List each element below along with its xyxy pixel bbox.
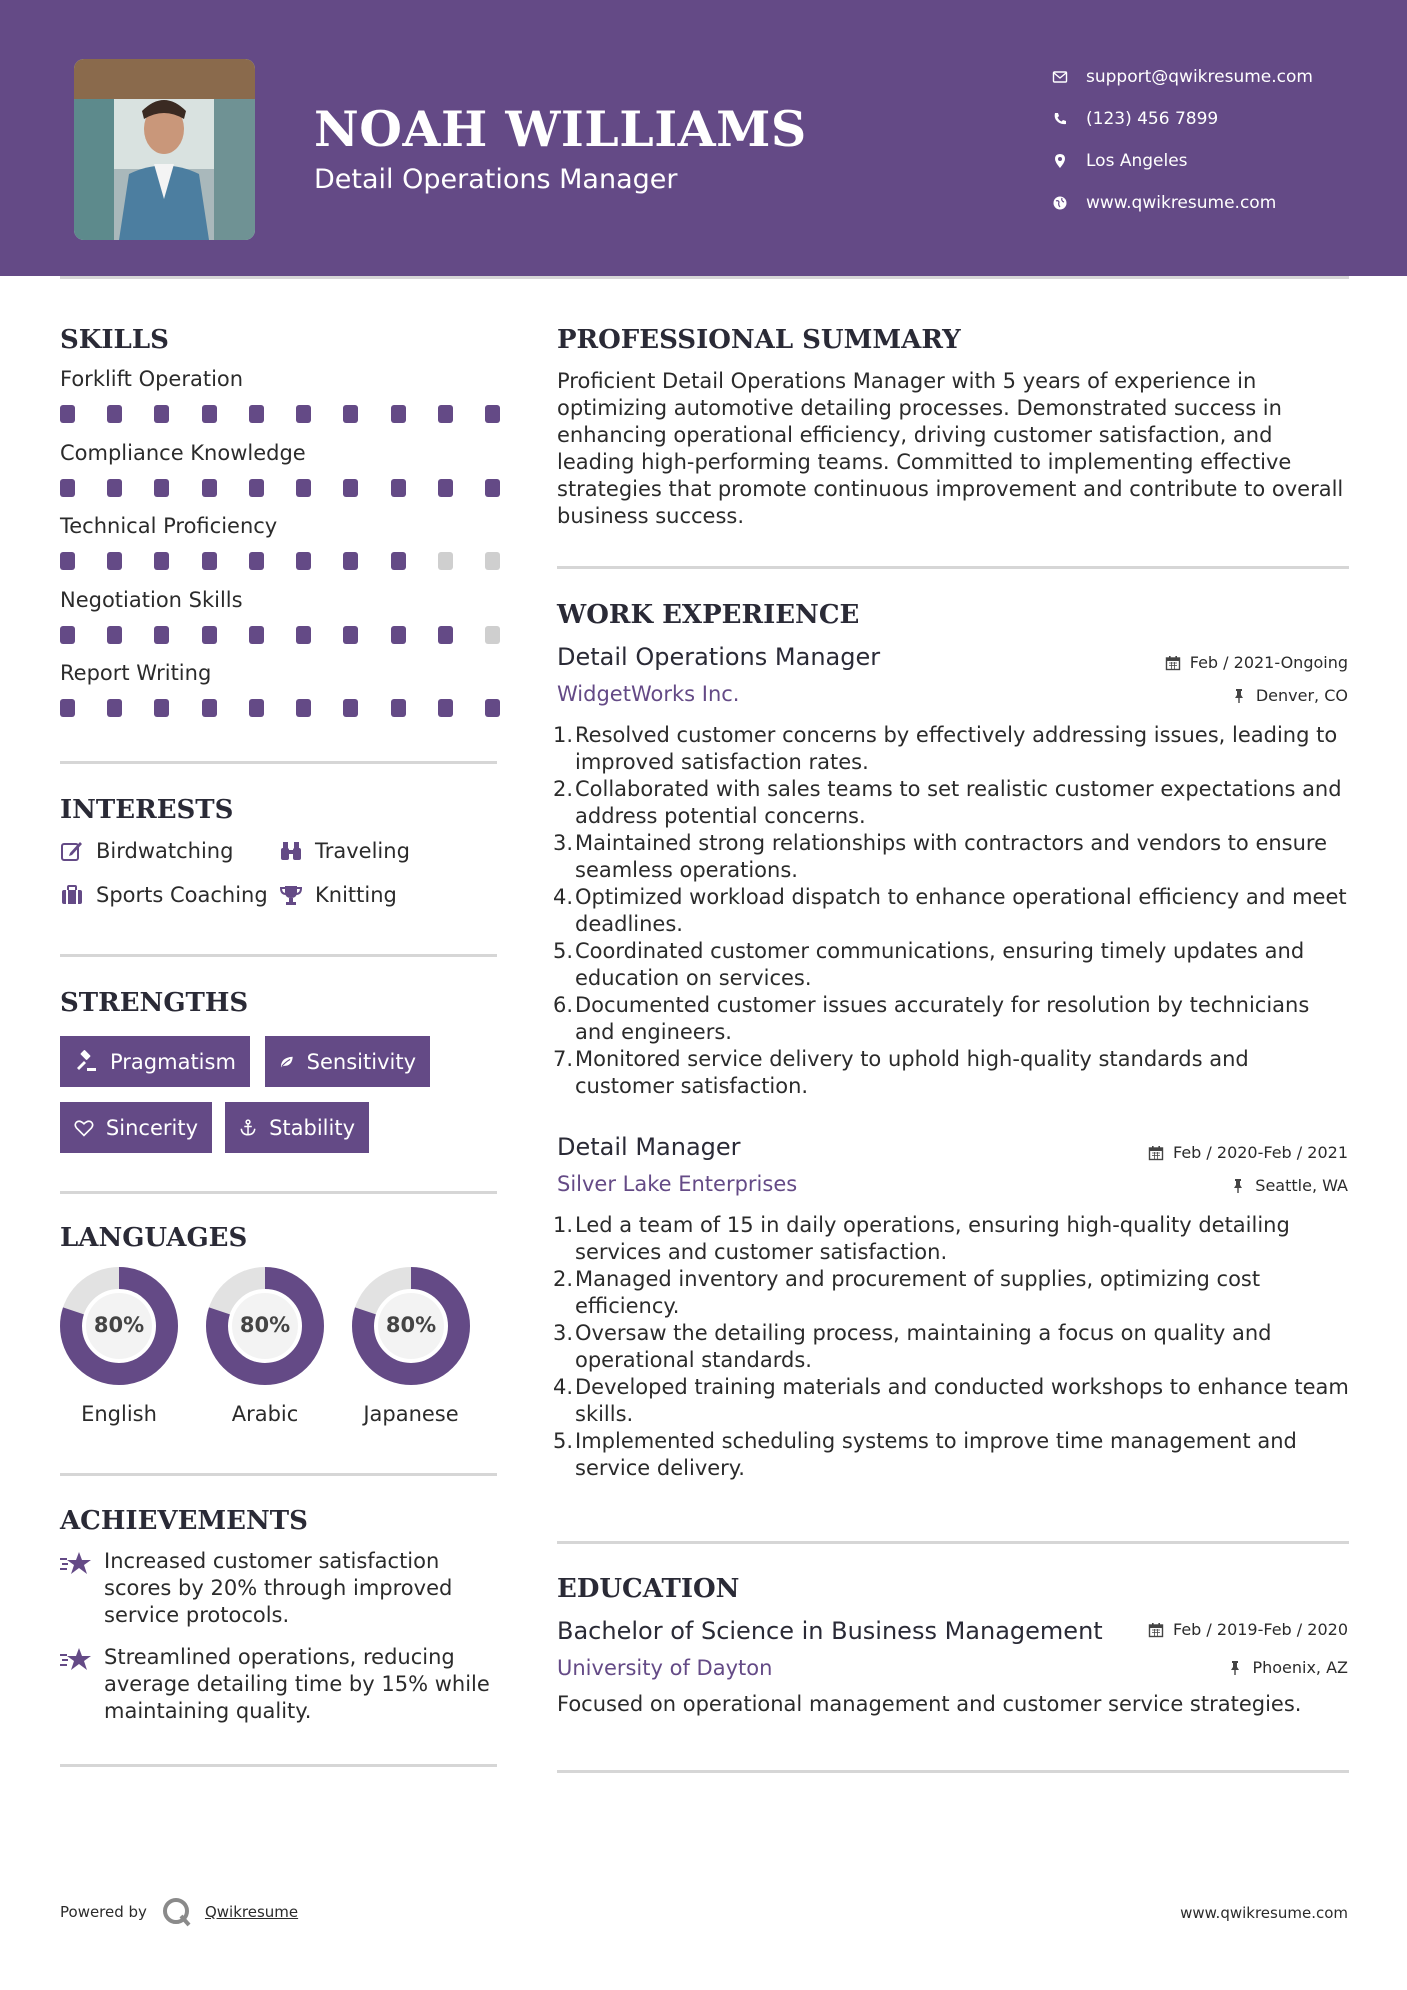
skill-dot-filled: [438, 479, 453, 497]
education-dates-text: Feb / 2019-Feb / 2020: [1173, 1620, 1348, 1639]
job-responsibilities: [552, 1212, 1349, 1482]
pencil-square-icon: [60, 839, 84, 863]
skill-dot-filled: [107, 552, 122, 570]
item-number: 5.: [552, 1429, 573, 1453]
language-name: Arabic: [231, 1402, 299, 1426]
responsibility-item: [552, 1266, 1349, 1320]
star-achievement-icon: [60, 1646, 93, 1674]
item-text: Managed inventory and procurement of supplies, optimizing cost efficiency.: [575, 1267, 1261, 1318]
achievement-text: Streamlined operations, reducing average detailing time by 15% while maintaining quality.: [104, 1645, 490, 1723]
qwikresume-logo-icon: [161, 1896, 193, 1928]
calendar-icon: [1148, 1145, 1164, 1161]
phone-icon: [1052, 111, 1068, 127]
profile-photo-image: [74, 59, 255, 240]
skill-name: Technical Proficiency: [60, 514, 278, 538]
item-text: Maintained strong relationships with contractors and vendors to ensure seamless operations.: [575, 831, 1328, 882]
item-number: 2.: [552, 777, 573, 801]
responsibility-item: [552, 884, 1349, 938]
item-text: Optimized workload dispatch to enhance operational efficiency and meet deadlines.: [575, 885, 1347, 936]
skill-name: Compliance Knowledge: [60, 440, 306, 465]
skill-dot-filled: [296, 479, 311, 497]
skill-dot-filled: [296, 405, 311, 423]
skill-dot-filled: [60, 405, 75, 423]
job-dates-text: Feb / 2021-Ongoing: [1189, 653, 1348, 672]
skill-rating: [60, 552, 500, 570]
candidate-name: NOAH WILLIAMS: [314, 100, 807, 158]
contact-location: [1052, 140, 1313, 182]
pushpin-icon: [1230, 1178, 1246, 1194]
education-dates: [1148, 1620, 1348, 1639]
contact-phone-text: (123) 456 7899: [1086, 109, 1219, 129]
job-dates: [1165, 653, 1348, 672]
item-text: Oversaw the detailing process, maintaining a focus on quality and operational standards.: [575, 1321, 1272, 1372]
skill-dot-filled: [154, 479, 169, 497]
degree-title: Bachelor of Science in Business Management: [557, 1617, 1103, 1645]
skill-dot-filled: [485, 405, 500, 423]
skill-dot-filled: [60, 552, 75, 570]
skill-dot-filled: [60, 479, 75, 497]
achievements-divider: [60, 1764, 497, 1767]
contact-email[interactable]: [1052, 56, 1313, 98]
skill-rating: [60, 479, 500, 497]
item-number: 7.: [552, 1047, 573, 1071]
skill-dot-filled: [391, 552, 406, 570]
skill-dot-filled: [249, 405, 264, 423]
contact-location-text: Los Angeles: [1086, 151, 1188, 171]
skill-dot-filled: [107, 405, 122, 423]
interest-birdwatching: [60, 839, 233, 863]
footer-website[interactable]: www.qwikresume.com: [1180, 1904, 1348, 1922]
item-number: 1.: [552, 1213, 573, 1237]
star-achievement-icon: [60, 1550, 93, 1578]
leaf-icon: [279, 1050, 295, 1074]
item-number: 1.: [552, 723, 573, 747]
responsibility-item: [552, 992, 1349, 1046]
education-divider: [557, 1770, 1349, 1773]
skill-name: Negotiation Skills: [60, 587, 243, 612]
contact-website-text: www.qwikresume.com: [1086, 193, 1277, 213]
skill-dot-filled: [343, 405, 358, 423]
calendar-icon: [1165, 655, 1181, 671]
skill-dot-filled: [249, 699, 264, 717]
item-text: Resolved customer concerns by effectively addressing issues, leading to improved satisfaction rates.: [575, 723, 1338, 774]
experience-divider: [557, 1541, 1349, 1544]
trophy-icon: [279, 883, 303, 907]
responsibility-item: [552, 830, 1349, 884]
skill-dot-filled: [154, 552, 169, 570]
skill-dot-filled: [438, 699, 453, 717]
skill-dot-filled: [343, 479, 358, 497]
skill-dot-filled: [60, 699, 75, 717]
strength-tag-sensitivity: [265, 1036, 430, 1087]
interest-label: Traveling: [315, 839, 410, 863]
skill-dot-filled: [438, 405, 453, 423]
pushpin-icon: [1231, 688, 1247, 704]
job-responsibilities: [552, 722, 1349, 1100]
skill-name: Report Writing: [60, 661, 212, 685]
contact-phone[interactable]: [1052, 98, 1313, 140]
responsibility-item: [552, 1320, 1349, 1374]
skills-divider: [60, 761, 497, 764]
responsibility-item: [552, 1374, 1349, 1428]
responsibility-item: [552, 1212, 1349, 1266]
powered-by-text: Powered by: [60, 1903, 147, 1921]
company-name: WidgetWorks Inc.: [557, 682, 740, 706]
strength-label: Sincerity: [105, 1115, 198, 1140]
item-number: 4.: [552, 885, 573, 909]
interest-traveling: [279, 839, 410, 863]
skill-dot-empty: [485, 626, 500, 644]
interests-heading: INTERESTS: [60, 795, 234, 825]
skill-rating: [60, 699, 500, 717]
skill-dot-filled: [249, 552, 264, 570]
skill-name: Forklift Operation: [60, 367, 244, 391]
interests-divider: [60, 954, 497, 957]
heart-icon: [74, 1116, 94, 1140]
envelope-icon: [1052, 69, 1068, 85]
education-description: Focused on operational management and customer service strategies.: [557, 1692, 1302, 1716]
strength-label: Pragmatism: [110, 1049, 236, 1074]
anchor-icon: [239, 1116, 257, 1140]
skill-rating: [60, 626, 500, 644]
interest-knitting: [279, 883, 397, 907]
binoculars-icon: [279, 839, 303, 863]
item-text: Implemented scheduling systems to improve time management and service delivery.: [575, 1429, 1297, 1480]
skill-dot-filled: [107, 699, 122, 717]
responsibility-item: [552, 776, 1349, 830]
job-location: [1231, 686, 1348, 705]
contact-website[interactable]: [1052, 182, 1313, 224]
globe-icon: [1052, 195, 1068, 211]
achievement-text: Increased customer satisfaction scores by 20% through improved service protocols.: [104, 1549, 453, 1627]
item-number: 2.: [552, 1267, 573, 1291]
item-number: 4.: [552, 1375, 573, 1399]
job-location-text: Denver, CO: [1255, 686, 1348, 705]
briefcase-icon: [60, 883, 84, 907]
strength-label: Sensitivity: [306, 1049, 416, 1074]
header-divider: [60, 276, 1349, 279]
summary-divider: [557, 566, 1349, 569]
skill-dot-filled: [249, 479, 264, 497]
job-dates-text: Feb / 2020-Feb / 2021: [1173, 1143, 1348, 1162]
item-number: 6.: [552, 993, 573, 1017]
education-location: [1227, 1658, 1348, 1677]
language-percent: 80%: [385, 1313, 437, 1337]
job-title: Detail Manager: [557, 1133, 741, 1161]
job-location-text: Seattle, WA: [1255, 1176, 1348, 1195]
skill-dot-filled: [343, 699, 358, 717]
skill-dot-filled: [485, 699, 500, 717]
summary-text: Proficient Detail Operations Manager with 5 years of experience in optimizing automotive detailing processes. Demonstrated success in enhancing operational efficiency, driving customer satisfaction, and leading high-performing teams. Committed to implementing effective strategies that promote continuous improvement and contribute to overall business success.: [557, 369, 1344, 528]
company-name: Silver Lake Enterprises: [557, 1172, 798, 1196]
languages-heading: LANGUAGES: [60, 1223, 248, 1253]
strength-label: Stability: [269, 1115, 355, 1140]
education-heading: EDUCATION: [557, 1574, 740, 1604]
contact-list: [1052, 56, 1313, 224]
gavel-icon: [74, 1050, 98, 1074]
experience-heading: WORK EXPERIENCE: [557, 600, 860, 630]
skill-dot-filled: [202, 626, 217, 644]
item-text: Coordinated customer communications, ensuring timely updates and education on services.: [575, 939, 1305, 990]
skill-dot-filled: [296, 552, 311, 570]
school-name: University of Dayton: [557, 1656, 773, 1680]
item-text: Developed training materials and conducted workshops to enhance team skills.: [575, 1375, 1349, 1426]
contact-email-text: support@qwikresume.com: [1086, 67, 1313, 87]
skill-dot-filled: [60, 626, 75, 644]
skill-dot-filled: [107, 479, 122, 497]
item-number: 3.: [552, 1321, 573, 1345]
skill-dot-filled: [107, 626, 122, 644]
skill-dot-filled: [391, 699, 406, 717]
profile-photo: [74, 59, 255, 240]
map-marker-icon: [1052, 153, 1068, 169]
skill-dot-filled: [249, 626, 264, 644]
education-location-text: Phoenix, AZ: [1252, 1658, 1348, 1677]
item-number: 3.: [552, 831, 573, 855]
qwikresume-link[interactable]: Qwikresume: [204, 1903, 299, 1921]
language-name: Japanese: [363, 1402, 459, 1426]
strength-tag-stability: [225, 1102, 369, 1153]
calendar-icon: [1148, 1622, 1164, 1638]
skill-dot-filled: [202, 405, 217, 423]
strengths-heading: STRENGTHS: [60, 988, 249, 1018]
responsibility-item: [552, 722, 1349, 776]
skill-dot-filled: [154, 405, 169, 423]
candidate-title: Detail Operations Manager: [314, 164, 678, 195]
strength-tag-pragmatism: [60, 1036, 250, 1087]
skill-dot-filled: [485, 479, 500, 497]
languages-divider: [60, 1473, 497, 1476]
skill-dot-filled: [391, 479, 406, 497]
responsibility-item: [552, 938, 1349, 992]
summary-heading: PROFESSIONAL SUMMARY: [557, 325, 961, 355]
responsibility-item: [552, 1046, 1349, 1100]
interest-sports-coaching: [60, 883, 268, 907]
skill-dot-empty: [438, 552, 453, 570]
skill-dot-filled: [154, 626, 169, 644]
skill-dot-filled: [296, 626, 311, 644]
job-dates: [1148, 1143, 1348, 1162]
skill-dot-filled: [296, 699, 311, 717]
skill-dot-filled: [391, 626, 406, 644]
skill-dot-filled: [438, 626, 453, 644]
footer-powered-by: [60, 1896, 298, 1928]
language-percent: 80%: [239, 1313, 291, 1337]
language-percent: 80%: [93, 1313, 145, 1337]
item-text: Monitored service delivery to uphold high-quality standards and customer satisfaction.: [575, 1047, 1249, 1098]
skills-heading: SKILLS: [60, 325, 169, 355]
skill-dot-filled: [343, 626, 358, 644]
skill-dot-filled: [202, 479, 217, 497]
skill-dot-empty: [485, 552, 500, 570]
skill-dot-filled: [154, 699, 169, 717]
language-name: English: [81, 1402, 157, 1426]
item-text: Collaborated with sales teams to set realistic customer expectations and address potential concerns.: [575, 777, 1342, 828]
skill-dot-filled: [343, 552, 358, 570]
skill-dot-filled: [391, 405, 406, 423]
pushpin-icon: [1227, 1660, 1243, 1676]
job-location: [1230, 1176, 1348, 1195]
skill-dot-filled: [202, 699, 217, 717]
job-title: Detail Operations Manager: [557, 643, 881, 671]
item-number: 5.: [552, 939, 573, 963]
strength-tag-sincerity: [60, 1102, 212, 1153]
interest-label: Birdwatching: [96, 839, 234, 863]
achievement-item: [60, 1644, 500, 1725]
strengths-divider: [60, 1191, 497, 1194]
item-text: Documented customer issues accurately for resolution by technicians and engineers.: [575, 993, 1310, 1044]
resume-header: [0, 0, 1407, 276]
interest-label: Sports Coaching: [96, 883, 268, 907]
responsibility-item: [552, 1428, 1349, 1482]
achievement-item: [60, 1548, 500, 1629]
skill-dot-filled: [202, 552, 217, 570]
interest-label: Knitting: [315, 883, 397, 907]
achievements-heading: ACHIEVEMENTS: [60, 1506, 308, 1536]
skill-rating: [60, 405, 500, 423]
item-text: Led a team of 15 in daily operations, ensuring high-quality detailing services and customer satisfaction.: [575, 1213, 1290, 1264]
